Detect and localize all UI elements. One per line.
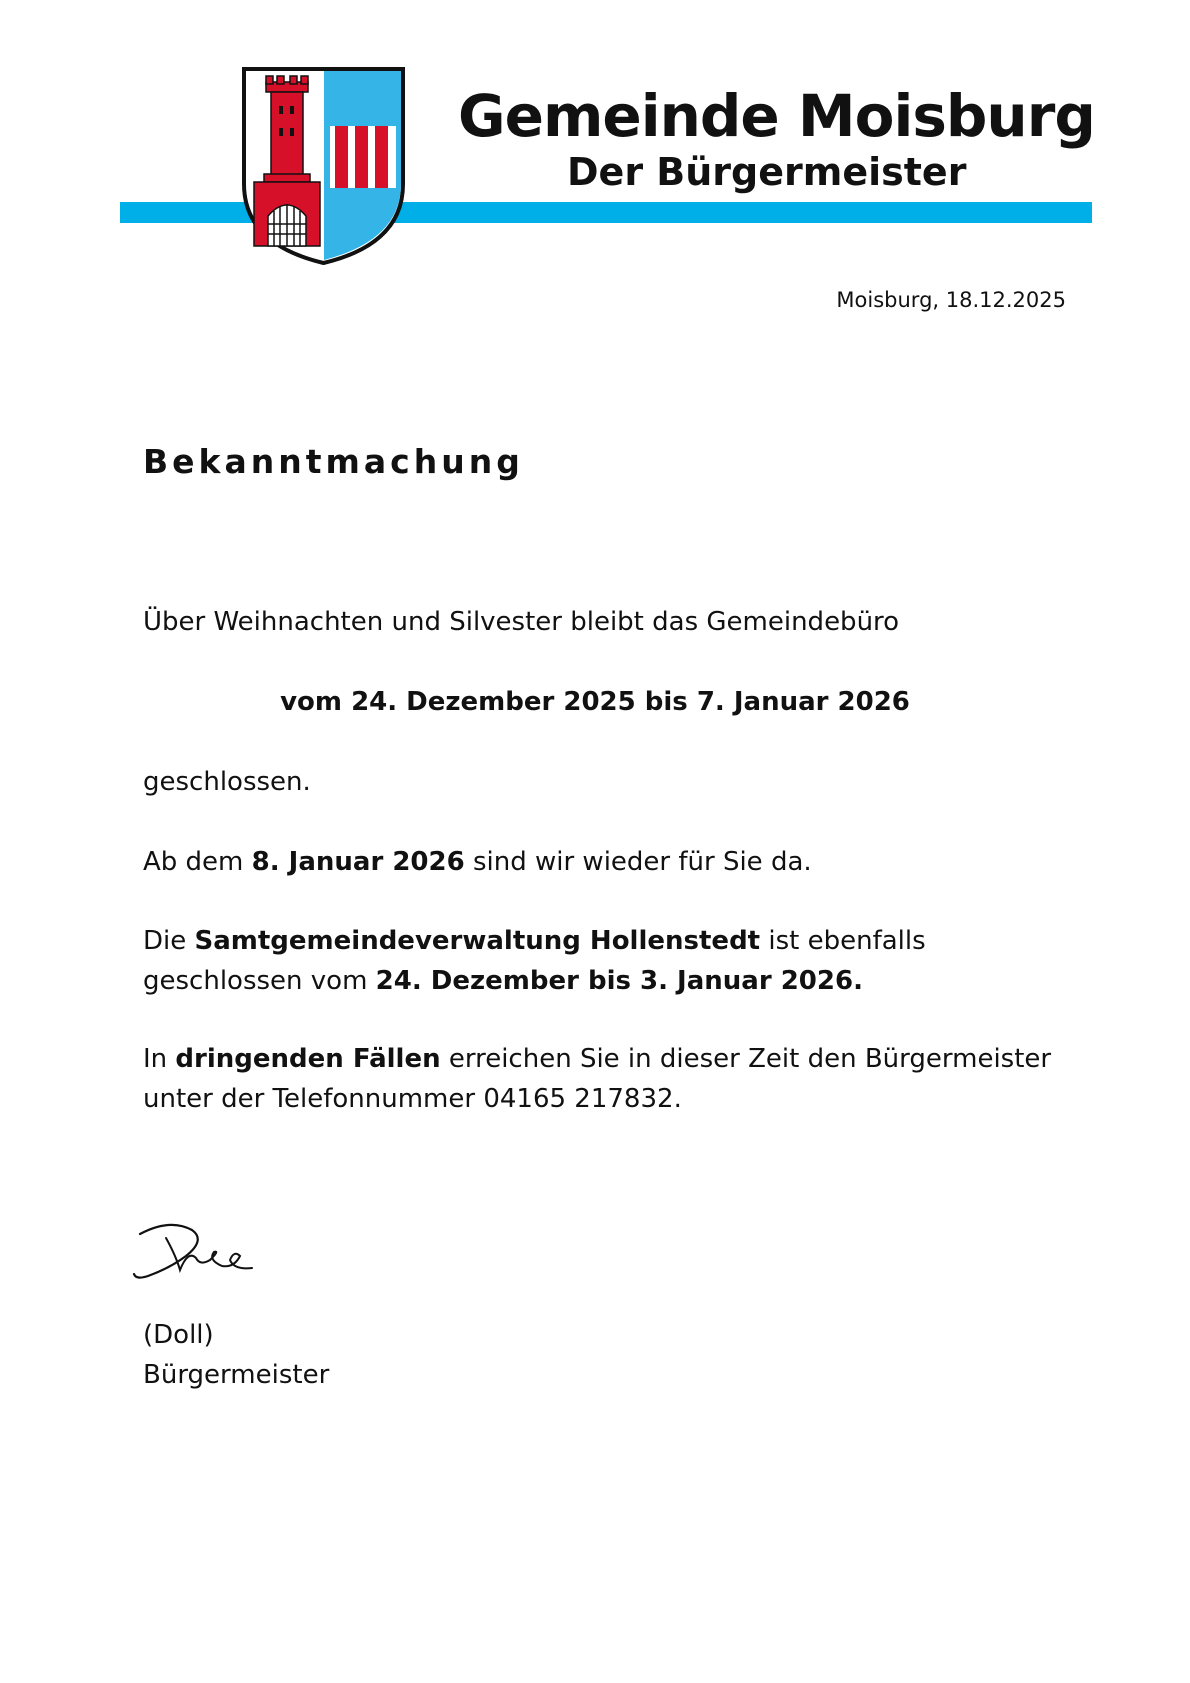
- organization-name: Gemeinde Moisburg: [458, 82, 1095, 150]
- samtgemeinde-pre: Die: [143, 926, 195, 956]
- emergency-bold: dringenden Fällen: [175, 1044, 441, 1074]
- paragraph-intro: Über Weihnachten und Silvester bleibt das Gemeindebüro: [143, 607, 900, 637]
- document-title: Bekanntmachung: [143, 442, 524, 481]
- signatory-name: (Doll): [143, 1320, 214, 1350]
- samtgemeinde-name: Samtgemeindeverwaltung Hollenstedt: [194, 926, 761, 956]
- emergency-pre: In: [143, 1044, 176, 1074]
- paragraph-samtgemeinde: [143, 921, 1063, 1001]
- letterhead: [0, 0, 1190, 280]
- handwritten-signature: [130, 1212, 270, 1282]
- reopening-pre: Ab dem: [143, 847, 252, 877]
- samtgemeinde-mid: ist ebenfalls geschlossen vom: [143, 926, 926, 996]
- paragraph-emergency: [143, 1039, 1063, 1119]
- coat-of-arms-tower-icon: [240, 66, 407, 266]
- emergency-post: erreichen Sie in dieser Zeit den Bürgermeister unter der Telefonnummer 04165 217832.: [143, 1044, 1052, 1114]
- reopening-post: sind wir wieder für Sie da.: [464, 847, 812, 877]
- paragraph-reopening: [143, 842, 1063, 882]
- organization-subtitle: Der Bürgermeister: [567, 150, 967, 194]
- reopening-date: 8. Januar 2026: [251, 847, 465, 877]
- signatory-role: Bürgermeister: [143, 1360, 330, 1390]
- place-date: Moisburg, 18.12.2025: [836, 288, 1066, 312]
- samtgemeinde-period: 24. Dezember bis 3. Januar 2026.: [375, 966, 863, 996]
- paragraph-closed: geschlossen.: [143, 767, 311, 797]
- signatory-block: [143, 1315, 329, 1395]
- paragraph-closure-period: vom 24. Dezember 2025 bis 7. Januar 2026: [280, 687, 910, 717]
